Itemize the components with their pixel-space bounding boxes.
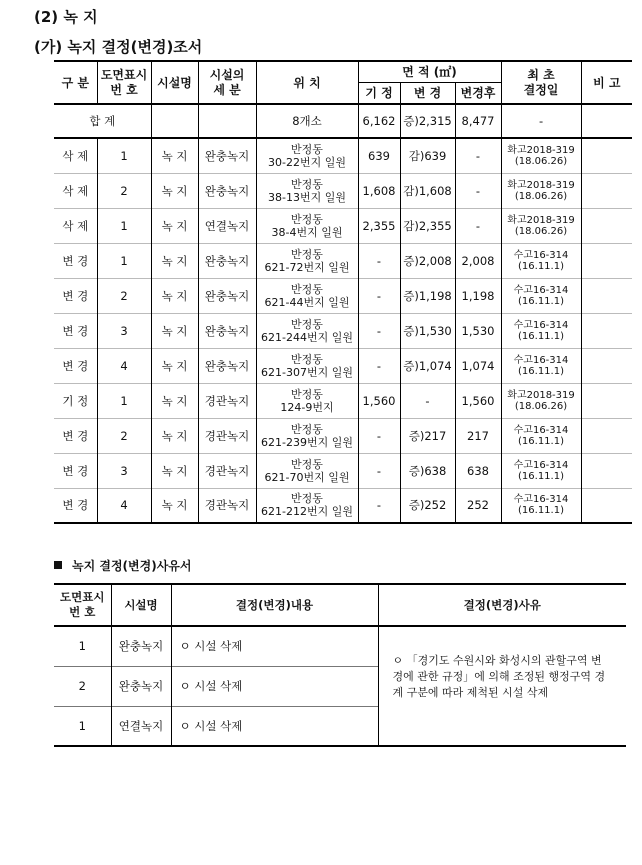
total-change: 증)2,315 <box>400 104 455 138</box>
row-change: 증)252 <box>400 488 455 523</box>
row-detail: 완충녹지 <box>198 278 256 313</box>
row-facility: 완충녹지 <box>111 666 171 706</box>
row-change: 감)639 <box>400 138 455 173</box>
row-note <box>581 138 632 173</box>
table-row <box>54 173 632 208</box>
row-existing: - <box>358 278 400 313</box>
row-existing: - <box>358 243 400 278</box>
row-change: 감)2,355 <box>400 208 455 243</box>
row-after: 638 <box>455 453 501 488</box>
row-location: 반정동 124-9번지 <box>256 383 358 418</box>
row-facility: 녹 지 <box>151 173 198 208</box>
row-gubun: 기 정 <box>54 383 97 418</box>
row-content: ㅇ 시설 삭제 <box>171 666 378 706</box>
row-location: 반정동 38-13번지 일원 <box>256 173 358 208</box>
row-map-no: 1 <box>97 138 151 173</box>
row-gubun: 삭 제 <box>54 138 97 173</box>
total-row <box>54 104 632 138</box>
row-facility: 녹 지 <box>151 243 198 278</box>
row-facility: 녹 지 <box>151 313 198 348</box>
row-change: 감)1,608 <box>400 173 455 208</box>
row-after: 252 <box>455 488 501 523</box>
table-row <box>54 488 632 523</box>
row-gubun: 변 경 <box>54 348 97 383</box>
row-location: 반정동 621-244번지 일원 <box>256 313 358 348</box>
row-content: ㅇ 시설 삭제 <box>171 706 378 746</box>
row-change: 증)1,074 <box>400 348 455 383</box>
row-change: 증)1,198 <box>400 278 455 313</box>
row-change: 증)2,008 <box>400 243 455 278</box>
section2-title: 녹지 결정(변경)사유서 <box>54 557 191 574</box>
row-facility: 녹 지 <box>151 453 198 488</box>
table-row <box>54 243 632 278</box>
row-after: 1,074 <box>455 348 501 383</box>
row-initial-date: 수고16-314 (16.11.1) <box>501 243 581 278</box>
row-existing: - <box>358 313 400 348</box>
table-row <box>54 313 632 348</box>
row-after: - <box>455 173 501 208</box>
row-gubun: 변 경 <box>54 243 97 278</box>
row-location: 반정동 621-44번지 일원 <box>256 278 358 313</box>
row-existing: - <box>358 453 400 488</box>
row-change: - <box>400 383 455 418</box>
row-gubun: 변 경 <box>54 488 97 523</box>
reason-table <box>54 583 626 747</box>
row-after: 2,008 <box>455 243 501 278</box>
row-note <box>581 348 632 383</box>
row-gubun: 변 경 <box>54 453 97 488</box>
table-row <box>54 453 632 488</box>
row-note <box>581 243 632 278</box>
row-initial-date: 수고16-314 (16.11.1) <box>501 488 581 523</box>
row-note <box>581 313 632 348</box>
row-detail: 완충녹지 <box>198 348 256 383</box>
section-heading: (2) 녹 지 <box>34 8 98 26</box>
header-initial-date: 최 초 결정일 <box>501 61 581 104</box>
row-note <box>581 453 632 488</box>
row-gubun: 삭 제 <box>54 173 97 208</box>
row-initial-date: 수고16-314 (16.11.1) <box>501 313 581 348</box>
row-gubun: 변 경 <box>54 278 97 313</box>
row-initial-date: 수고16-314 (16.11.1) <box>501 278 581 313</box>
row-no: 1 <box>54 706 111 746</box>
row-gubun: 변 경 <box>54 418 97 453</box>
row-detail: 경관녹지 <box>198 488 256 523</box>
row-after: 1,530 <box>455 313 501 348</box>
table-row <box>54 383 632 418</box>
row-no: 1 <box>54 626 111 666</box>
row-facility: 녹 지 <box>151 383 198 418</box>
row-after: 217 <box>455 418 501 453</box>
row-facility: 녹 지 <box>151 278 198 313</box>
row-detail: 완충녹지 <box>198 243 256 278</box>
row-location: 반정동 621-212번지 일원 <box>256 488 358 523</box>
total-location: 8개소 <box>256 104 358 138</box>
row-note <box>581 278 632 313</box>
header-map-no: 도면표시 번 호 <box>97 61 151 104</box>
header-map-no: 도면표시 번 호 <box>54 584 111 626</box>
table-row <box>54 138 632 173</box>
row-map-no: 1 <box>97 208 151 243</box>
row-map-no: 2 <box>97 418 151 453</box>
row-map-no: 4 <box>97 488 151 523</box>
row-initial-date: 화고2018-319 (18.06.26) <box>501 138 581 173</box>
row-facility: 녹 지 <box>151 418 198 453</box>
row-detail: 경관녹지 <box>198 383 256 418</box>
row-map-no: 2 <box>97 173 151 208</box>
row-gubun: 삭 제 <box>54 208 97 243</box>
row-existing: - <box>358 488 400 523</box>
row-existing: 1,560 <box>358 383 400 418</box>
row-location: 반정동 621-72번지 일원 <box>256 243 358 278</box>
table-row <box>54 348 632 383</box>
row-map-no: 3 <box>97 313 151 348</box>
row-location: 반정동 30-22번지 일원 <box>256 138 358 173</box>
header-detail: 시설의 세 분 <box>198 61 256 104</box>
square-bullet-icon <box>54 561 62 569</box>
header-note: 비 고 <box>581 61 632 104</box>
row-initial-date: 화고2018-319 (18.06.26) <box>501 208 581 243</box>
row-after: 1,560 <box>455 383 501 418</box>
row-map-no: 1 <box>97 383 151 418</box>
header-existing: 기 정 <box>358 82 400 104</box>
row-facility: 완충녹지 <box>111 626 171 666</box>
subsection-heading: (가) 녹지 결정(변경)조서 <box>34 38 203 56</box>
header-area: 면 적 (㎡) <box>358 61 501 82</box>
total-initial: - <box>501 104 581 138</box>
header-content: 결정(변경)내용 <box>171 584 378 626</box>
row-facility: 녹 지 <box>151 348 198 383</box>
row-location: 반정동 621-307번지 일원 <box>256 348 358 383</box>
row-initial-date: 화고2018-319 (18.06.26) <box>501 173 581 208</box>
row-location: 반정동 621-239번지 일원 <box>256 418 358 453</box>
row-after: 1,198 <box>455 278 501 313</box>
row-initial-date: 화고2018-319 (18.06.26) <box>501 383 581 418</box>
header-gubun: 구 분 <box>54 61 97 104</box>
table-row <box>54 208 632 243</box>
row-content: ㅇ 시설 삭제 <box>171 626 378 666</box>
row-change: 증)638 <box>400 453 455 488</box>
row-detail: 완충녹지 <box>198 173 256 208</box>
row-facility: 연결녹지 <box>111 706 171 746</box>
row-change: 증)1,530 <box>400 313 455 348</box>
total-label: 합 계 <box>54 104 151 138</box>
row-gubun: 변 경 <box>54 313 97 348</box>
header-location: 위 치 <box>256 61 358 104</box>
header-facility: 시설명 <box>151 61 198 104</box>
header-facility: 시설명 <box>111 584 171 626</box>
row-after: - <box>455 138 501 173</box>
row-detail: 경관녹지 <box>198 453 256 488</box>
row-initial-date: 수고16-314 (16.11.1) <box>501 453 581 488</box>
row-note <box>581 208 632 243</box>
row-existing: - <box>358 348 400 383</box>
row-detail: 완충녹지 <box>198 138 256 173</box>
row-after: - <box>455 208 501 243</box>
table-row <box>54 418 632 453</box>
reason-text: ㅇ 「경기도 수원시와 화성시의 관할구역 변경에 관한 규정」에 의해 조정된 행정구역 경계 구분에 따라 제척된 시설 삭제 <box>378 626 626 746</box>
row-detail: 경관녹지 <box>198 418 256 453</box>
row-location: 반정동 621-70번지 일원 <box>256 453 358 488</box>
row-facility: 녹 지 <box>151 208 198 243</box>
row-existing: - <box>358 418 400 453</box>
row-existing: 1,608 <box>358 173 400 208</box>
row-initial-date: 수고16-314 (16.11.1) <box>501 418 581 453</box>
total-after: 8,477 <box>455 104 501 138</box>
row-note <box>581 173 632 208</box>
header-reason: 결정(변경)사유 <box>378 584 626 626</box>
row-existing: 2,355 <box>358 208 400 243</box>
header-change: 변 경 <box>400 82 455 104</box>
table-row <box>54 278 632 313</box>
greenery-decision-table <box>54 60 632 524</box>
row-detail: 완충녹지 <box>198 313 256 348</box>
row-facility: 녹 지 <box>151 138 198 173</box>
row-note <box>581 418 632 453</box>
row-location: 반정동 38-4번지 일원 <box>256 208 358 243</box>
row-note <box>581 383 632 418</box>
row-no: 2 <box>54 666 111 706</box>
row-map-no: 3 <box>97 453 151 488</box>
row-map-no: 4 <box>97 348 151 383</box>
row-facility: 녹 지 <box>151 488 198 523</box>
row-map-no: 1 <box>97 243 151 278</box>
row-initial-date: 수고16-314 (16.11.1) <box>501 348 581 383</box>
row-change: 증)217 <box>400 418 455 453</box>
row-note <box>581 488 632 523</box>
header-after: 변경후 <box>455 82 501 104</box>
row-detail: 연결녹지 <box>198 208 256 243</box>
total-existing: 6,162 <box>358 104 400 138</box>
row-map-no: 2 <box>97 278 151 313</box>
row-existing: 639 <box>358 138 400 173</box>
